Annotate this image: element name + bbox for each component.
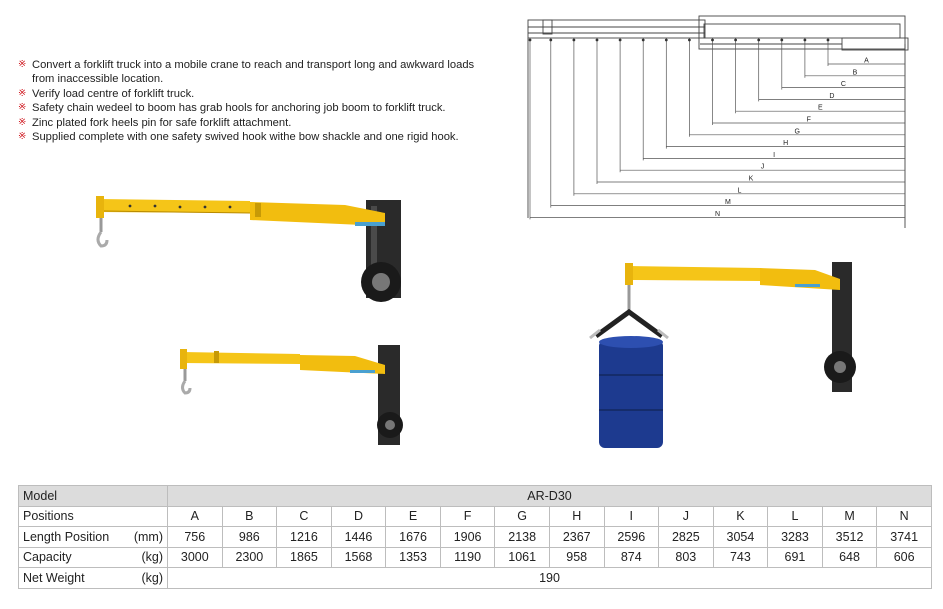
bullet-icon: ※: [18, 116, 27, 128]
length-cell: 756: [168, 527, 223, 548]
bullet-icon: ※: [18, 131, 27, 143]
length-cell: 3512: [822, 527, 877, 548]
dimension-label: E: [817, 104, 823, 112]
length-cell: 2596: [604, 527, 659, 548]
dimension-label: I: [773, 151, 776, 159]
position-cell: E: [386, 506, 441, 527]
position-cell: K: [713, 506, 768, 527]
capacity-cell: 874: [604, 547, 659, 568]
length-cell: 1906: [440, 527, 495, 548]
feature-text: Zinc plated fork heels pin for safe forklift attachment.: [32, 116, 292, 129]
capacity-cell: 743: [713, 547, 768, 568]
position-cell: J: [659, 506, 714, 527]
length-cell: 2138: [495, 527, 550, 548]
dimension-label: J: [760, 163, 765, 171]
bullet-icon: ※: [18, 59, 27, 70]
dimension-label: M: [724, 199, 731, 207]
position-cell: H: [549, 506, 604, 527]
weight-label: Net Weight: [23, 570, 85, 585]
dimension-label: D: [829, 92, 835, 100]
length-cell: 986: [222, 527, 277, 548]
position-cell: M: [822, 506, 877, 527]
dimension-label: L: [737, 187, 742, 195]
capacity-cell: 958: [549, 547, 604, 568]
capacity-cell: 691: [768, 547, 823, 568]
length-cell: 2825: [659, 527, 714, 548]
positions-row: [19, 506, 932, 527]
capacity-cell: 1061: [495, 547, 550, 568]
bullet-icon: ※: [18, 102, 27, 114]
capacity-unit: (kg): [141, 550, 163, 565]
capacity-cell: 1865: [277, 547, 332, 568]
capacity-cell: 648: [822, 547, 877, 568]
feature-text: Supplied complete with one safety swived hook withe bow shackle and one rigid hook.: [32, 131, 459, 144]
model-row: [19, 486, 932, 507]
length-cell: 3054: [713, 527, 768, 548]
spec-table: [18, 485, 932, 589]
bullet-icon: ※: [18, 87, 27, 99]
capacity-row: [19, 547, 932, 568]
model-label: Model: [19, 486, 168, 507]
model-value: AR-D30: [168, 486, 932, 507]
weight-label-cell: [19, 568, 168, 589]
position-cell: F: [440, 506, 495, 527]
length-row: [19, 527, 932, 548]
weight-row: [19, 568, 932, 589]
length-label: Length Position: [23, 529, 110, 544]
length-cell: 3741: [877, 527, 932, 548]
position-cell: D: [331, 506, 386, 527]
capacity-cell: 606: [877, 547, 932, 568]
length-cell: 1446: [331, 527, 386, 548]
position-cell: A: [168, 506, 223, 527]
dimension-label: G: [794, 128, 800, 136]
length-cell: 2367: [549, 527, 604, 548]
dimension-label: C: [840, 81, 846, 89]
dimension-label: H: [783, 140, 789, 148]
positions-label: Positions: [19, 506, 168, 527]
feature-text: Convert a forklift truck into a mobile crane to reach and transport long and awkward loads from inaccessible location.: [32, 59, 475, 86]
position-cell: G: [495, 506, 550, 527]
feature-text: Safety chain wedeel to boom has grab hools for anchoring job boom to forklift truck.: [32, 102, 446, 115]
dimension-label: A: [864, 57, 869, 65]
capacity-cell: 2300: [222, 547, 277, 568]
capacity-label: Capacity: [23, 550, 72, 565]
capacity-label-cell: [19, 547, 168, 568]
weight-value: 190: [168, 568, 932, 589]
length-unit: (mm): [133, 529, 163, 544]
dimension-label: B: [852, 69, 858, 77]
capacity-cell: 1190: [440, 547, 495, 568]
length-cell: 1676: [386, 527, 441, 548]
position-cell: N: [877, 506, 932, 527]
capacity-cell: 1568: [331, 547, 386, 568]
position-cell: B: [222, 506, 277, 527]
position-cell: C: [277, 506, 332, 527]
feature-text: Verify load centre of forklift truck.: [32, 87, 195, 100]
length-label-cell: [19, 527, 168, 548]
position-cell: L: [768, 506, 823, 527]
length-cell: 3283: [768, 527, 823, 548]
capacity-cell: 1353: [386, 547, 441, 568]
dimension-label: F: [806, 116, 811, 124]
dimension-label: K: [748, 175, 754, 183]
capacity-cell: 3000: [168, 547, 223, 568]
dimension-label: N: [714, 210, 721, 218]
position-cell: I: [604, 506, 659, 527]
weight-unit: (kg): [141, 570, 163, 585]
capacity-cell: 803: [659, 547, 714, 568]
length-cell: 1216: [277, 527, 332, 548]
